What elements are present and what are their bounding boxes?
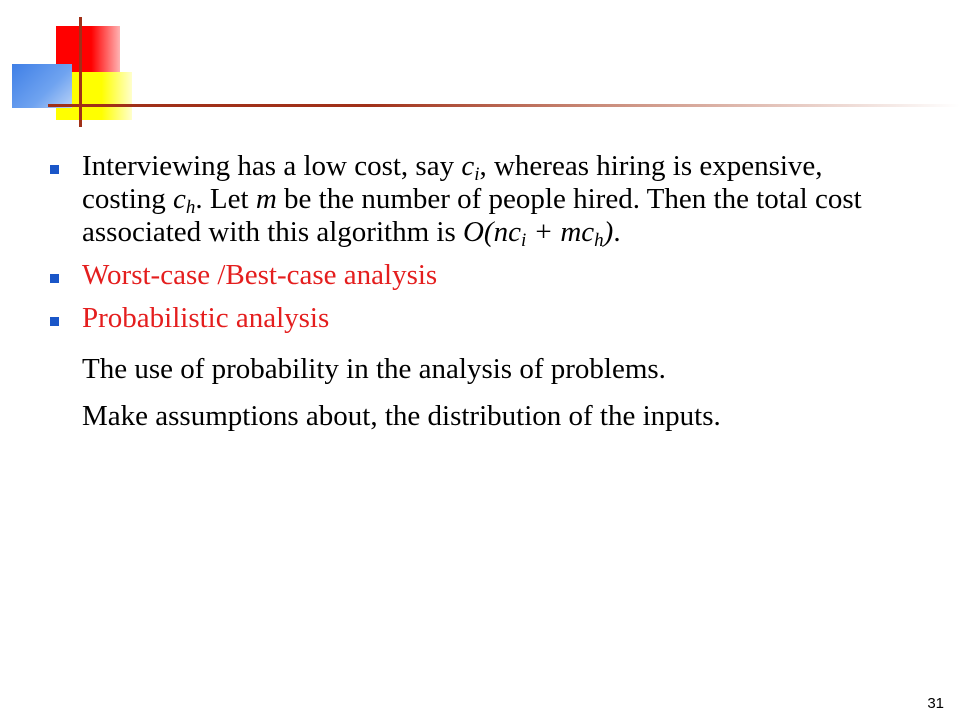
- square-bullet-icon: [50, 274, 59, 283]
- math-expression: O(nc: [462, 216, 521, 248]
- math-subscript: h: [594, 230, 604, 251]
- square-bullet-icon: [50, 165, 59, 174]
- math-subscript: i: [520, 230, 527, 251]
- decor-horizontal-line: [48, 104, 960, 107]
- text-segment: be the number of people hired. Then the total cost associated with this algorithm is: [82, 183, 862, 248]
- slide-body: [46, 150, 906, 433]
- text-segment: , whereas hiring is expensive, costing: [82, 150, 823, 215]
- math-subscript: h: [185, 197, 196, 218]
- bullet-text: Probabilistic analysis: [82, 302, 330, 334]
- math-subscript: i: [474, 164, 480, 185]
- bullet-text: Worst-case /Best-case analysis: [82, 259, 438, 291]
- text-segment: Interviewing has a low cost, say: [82, 150, 462, 182]
- square-bullet-icon: [50, 317, 59, 326]
- text-segment: . Let: [195, 183, 256, 215]
- decor-vertical-line: [79, 17, 82, 127]
- bullet-text: [82, 150, 862, 251]
- bullet-cost-model: [46, 150, 906, 249]
- math-expression: ): [603, 216, 614, 248]
- math-var: c: [173, 183, 186, 215]
- text-line-assumptions: Make assumptions about, the distribution of the inputs.: [82, 400, 721, 432]
- math-var: m: [255, 183, 277, 215]
- page-number: 31: [927, 695, 944, 712]
- decor-blue-square: [12, 64, 72, 108]
- math-var: c: [461, 150, 475, 182]
- bullet-worst-best-case: [46, 259, 906, 292]
- math-expression: + mc: [526, 216, 595, 248]
- bullet-probabilistic: [46, 302, 906, 335]
- text-line-probability-use: The use of probability in the analysis of problems.: [82, 353, 666, 385]
- text-segment: .: [613, 216, 621, 248]
